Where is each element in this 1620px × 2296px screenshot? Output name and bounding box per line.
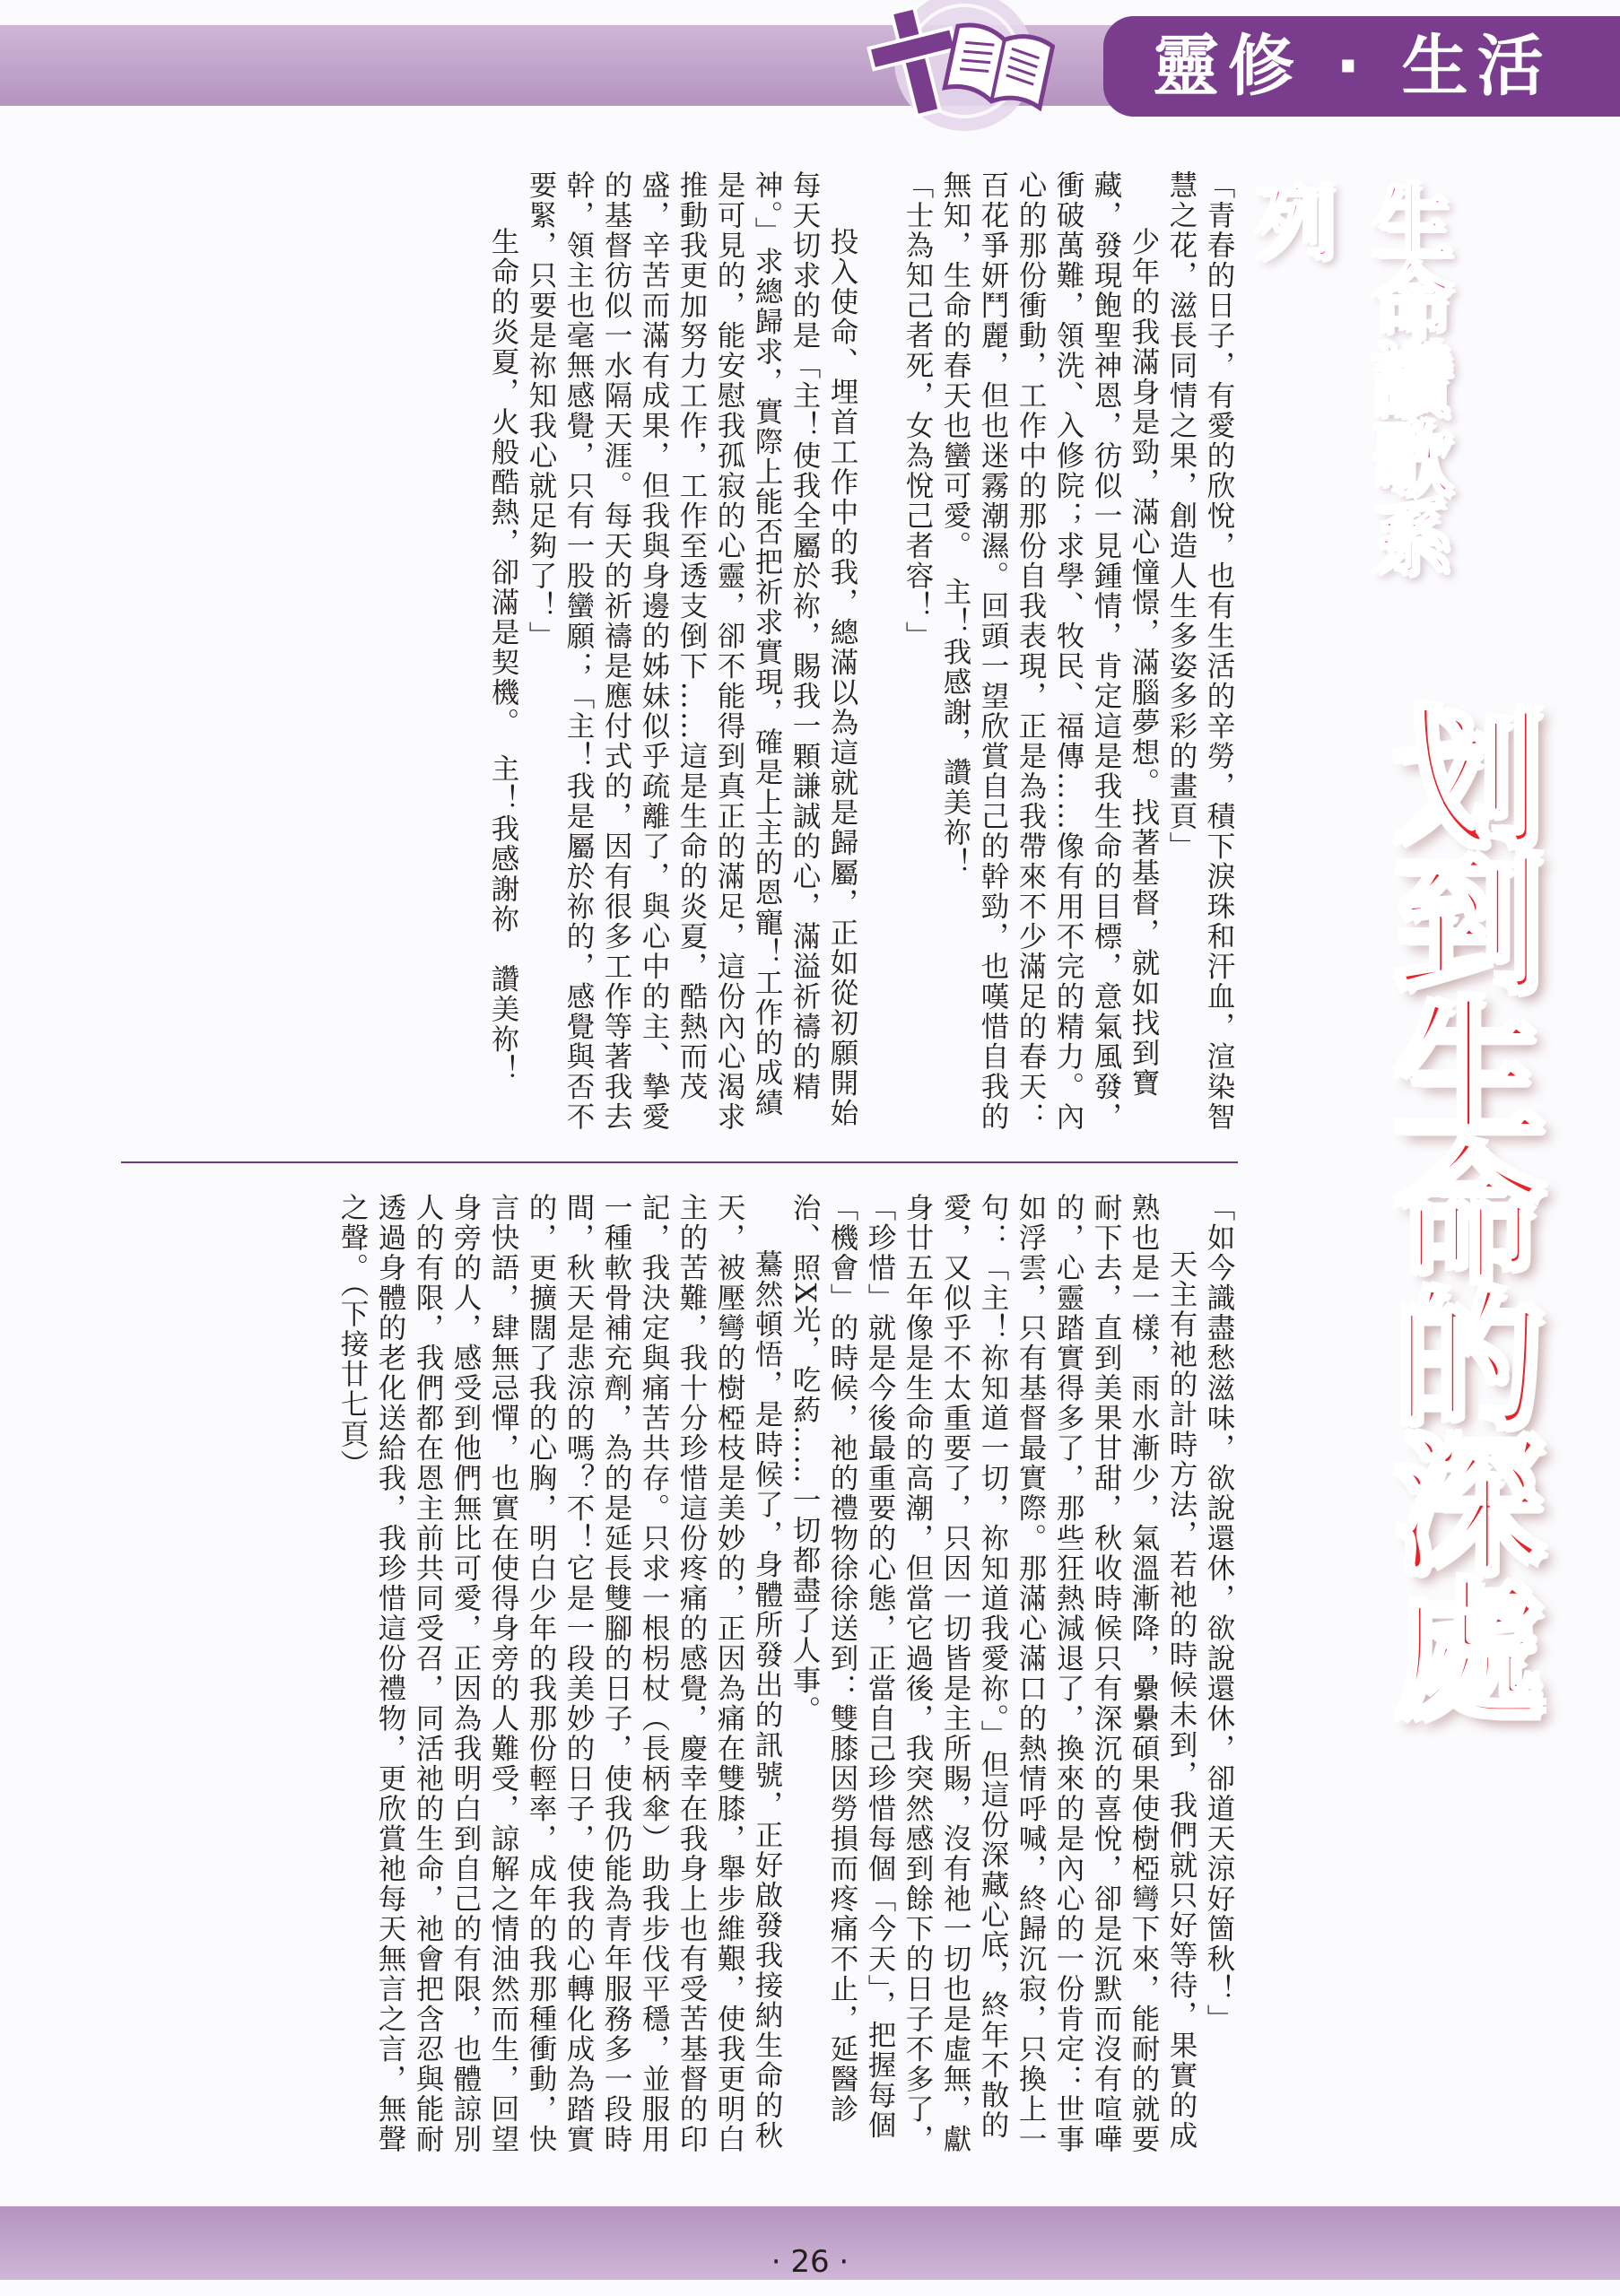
top-paragraph: 少年的我滿身是勁，滿心憧憬，滿腦夢想。找著基督，就如找到寶藏，發現飽聖神恩，彷似一見鍾情，肯定這是我生命的目標，意氣風發，衝破萬難，領洗、入修院；求學、牧民、福傳……像有用不完的精力。內心的那份衝動，工作中的那份自我表現，正是為我帶來不少滿足的春天：百花爭妍鬥麗，但也迷霧潮濕。回頭一望欣賞自己的幹勁，也嘆惜自我的無知，生命的春天也蠻可愛。 主！我感謝，讚美祢！	[939, 170, 1160, 1132]
series-title: 生命讚歌系列	[1241, 179, 1451, 574]
top-quote: 「青春的日子，有愛的欣悅，也有生活的辛勞，積下淚珠和汗血，渲染智慧之花，滋長同情之果，創造人生多姿多彩的畫頁」	[1165, 170, 1235, 1132]
top-paragraph: 投入使命、埋首工作中的我，總滿以為這就是歸屬，正如從初願開始每天切求的是「主！使我全屬於祢，賜我一顆謙誠的心，滿溢祈禱的精神。」求總歸求，實際上能否把祈求實現，確是上主的恩寵！工作的成績是可見的，能安慰我孤寂的心靈，卻不能得到真正的滿足，這份內心渴求推動我更加努力工作，工作至透支倒下……這是生命的炎夏，酷熱而茂盛，辛苦而滿有成果，但我與身邊的姊妹似乎疏離了，與心中的主、摯愛的基督彷似一水隔天涯。每天的祈禱是應付式的，因有很多工作等著我去幹，領主也毫無感覺，只有一股蠻願；「主！我是屬於祢的，感覺與否不要緊，只要是祢知我心就足夠了！」	[525, 170, 858, 1132]
top-paragraph: 生命的炎夏，火般酷熱，卻滿是契機。 主！我感謝祢 讚美祢！	[487, 227, 519, 1084]
bottom-quote: 「如今識盡愁滋味，欲說還休，欲說還休，卻道天涼好箇秋！」	[1203, 1193, 1235, 2034]
section-title: 靈修 · 生活	[1153, 28, 1553, 105]
bottom-text-block	[170, 1193, 1238, 2179]
top-quote: 「士為知己者死，女為悅己者容！」	[901, 170, 934, 651]
cross-and-bible-logo-icon	[807, 0, 1103, 135]
bottom-paragraph: 驀然頓悟，是時候了，身體所發出的訊號，正好啟發我接納生命的秋天，被壓彎的樹椏枝是美妙的，正因為痛在雙膝，舉步維艱，使我更明白主的苦難，我十分珍惜這份疼痛的感覺，慶幸在我身上也有受苦基督的印記，我決定與痛苦共存。只求一根枴杖（長柄傘）助我步伐平穩，並服用一種軟骨補充劑，為的是延長雙腳的日子，使我仍能為青年服務多一段時間，秋天是悲涼的嗎？不！它是一段美妙的日子，使我的心轉化成為踏實的，更擴闊了我的心胸，明白少年的我那份輕率，成年的我那種衝動，快言快語，肆無忌憚，也實在使得身旁的人難受，諒解之情油然而生，回望身旁的人，感受到他們無比可愛，正因為我明白到自己的有限，也體諒別人的有限，我們都在恩主前共同受召，同活祂的生命，祂會把含忍與能耐透過身體的老化送給我，我珍惜這份禮物，更欣賞祂每天無言之言，無聲之聲。（下接廿七頁）	[336, 1193, 783, 2154]
article-title: 划到生命的深處	[1369, 700, 1545, 1717]
bottom-paragraph: 天主有祂的計時方法，若祂的時候未到，我們就只好等待，果實的成熟也是一樣，雨水漸少，氣溫漸降，纍纍碩果使樹椏彎下來，能耐的就要耐下去，直到美果甘甜，秋收時候只有深沉的喜悅，卻是沉默而沒有喧嘩的，心靈踏實得多了，那些狂熱減退了，換來的是內心的一份肯定：世事如浮雲，只有基督最實際。那滿心滿口的熱情呼喊，終歸沉寂，只換上一句：「主！祢知道一切，祢知道我愛祢。」但這份深藏心底，終年不散的愛，又似乎不太重要了，只因一切皆是主所賜，沒有祂一切也是虛無，獻身廿五年像是生命的高潮，但當它過後，我突然感到餘下的日子不多了，「珍惜」就是今後最重要的心態，正當自己珍惜每個「今天」，把握每個「機會」的時候，祂的禮物徐徐送到：雙膝因勞損而疼痛不止，延醫診治、照X光，吃葯……一切都盡了人事。	[788, 1193, 1198, 2154]
top-text-block	[287, 170, 1238, 1139]
section-divider	[121, 1161, 1238, 1163]
page-number: · 26 ·	[771, 2244, 849, 2280]
